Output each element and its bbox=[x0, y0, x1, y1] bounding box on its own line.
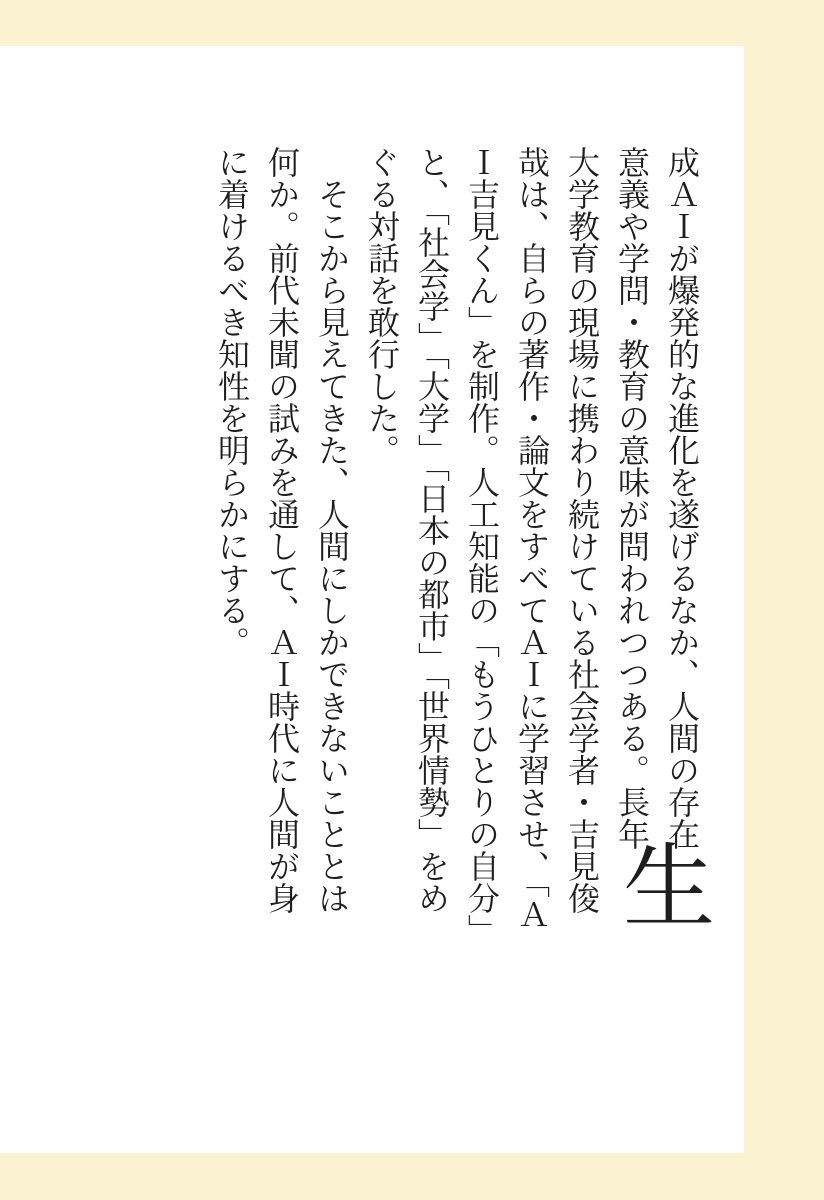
dropcap-character: 生 bbox=[610, 838, 712, 930]
book-page bbox=[0, 46, 744, 1153]
blurb-paragraph-1-text: 成ＡＩが爆発的な進化を遂げるなか、人間の存在意義や学問・教育の意味が問われつつある。長年大学教育の現場に携わり続けている社会学者・吉見俊哉は、自らの著作・論文をすべてＡＩに学習させ、「ＡＩ吉見くん」を制作。人工知能の「もうひとりの自分」と、「社会学」「大学」「日本の都市」「世界情勢」をめぐる対話を敢行した。 bbox=[364, 146, 700, 930]
blurb-paragraph-1 bbox=[357, 146, 712, 938]
blurb-text-block bbox=[207, 146, 712, 938]
blurb-paragraph-2: そこから見えてきた、人間にしかできないこととは何か。前代未聞の試みを通して、ＡＩ時代に人間が身に着けるべき知性を明らかにする。 bbox=[214, 146, 350, 914]
